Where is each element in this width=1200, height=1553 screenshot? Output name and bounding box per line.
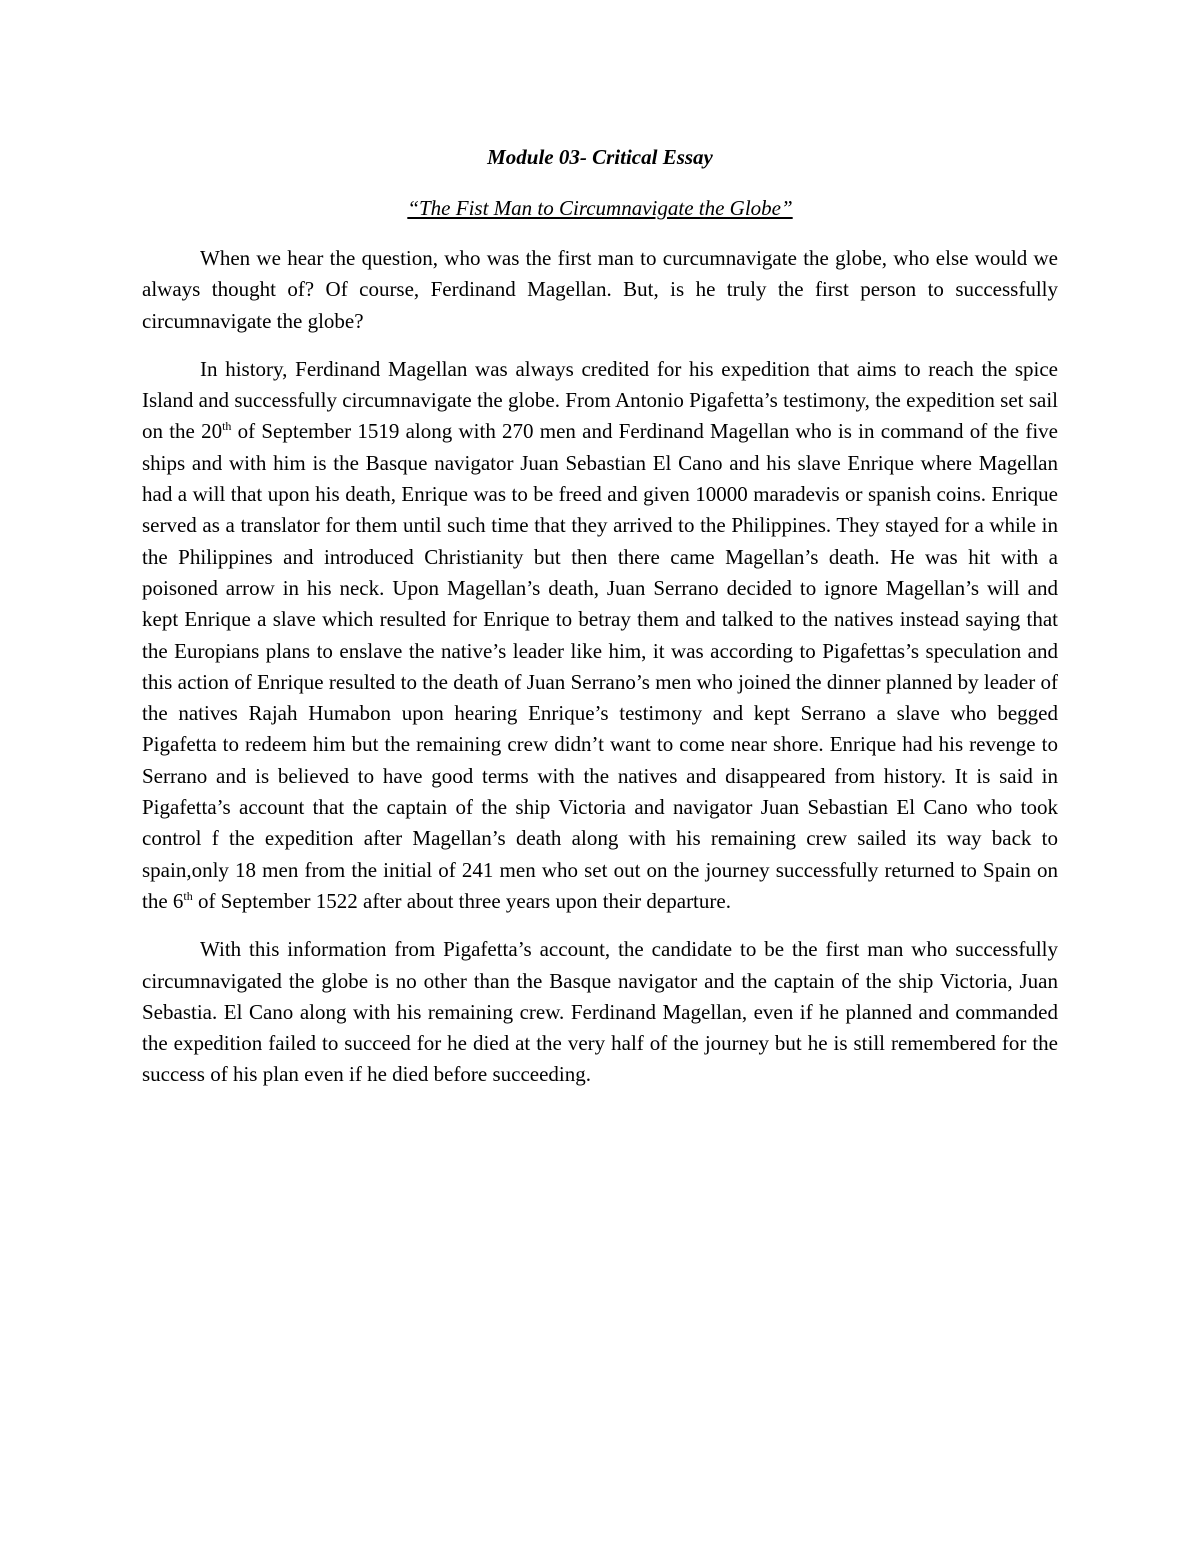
paragraph-intro: When we hear the question, who was the first man to curcumnavigate the globe, who else would we always thought of? Of course, Ferdinand Magellan. But, is he truly the first person to successfully circumnavigate the globe? xyxy=(142,246,1058,333)
paragraph-history-part3: of September 1522 after about three years upon their departure. xyxy=(192,888,731,913)
paragraph-history-part2: of September 1519 along with 270 men and Ferdinand Magellan who is in command of the five ships and with him is the Basque navigator Juan Sebastian El Cano and his slave Enrique where Magellan had a will that upon his death, Enrique was to be freed and given 10000 maradevis or spanish coins. Enrique served as a translator for them until such time that they arrived to the Philippines. They stayed for a while in the Philippines and introduced Christianity but then there came Magellan’s death. He was hit with a poisoned arrow in his neck. Upon Magellan’s death, Juan Serrano decided to ignore Magellan’s will and kept Enrique a slave which resulted for Enrique to betray them and talked to the natives instead saying that the Europians plans to enslave the native’s leader like him, it was according to Pigafettas’s speculation and this action of Enrique resulted to the death of Juan Serrano’s men who joined the dinner planned by leader of the natives Rajah Humabon upon hearing Enrique’s testimony and kept Serrano a slave who begged Pigafetta to redeem him but the remaining crew didn’t want to come near shore. Enrique had his revenge to Serrano and is believed to have good terms with the natives and disappeared from history. It is said in Pigafetta’s account that the captain of the ship Victoria and navigator Juan Sebastian El Cano who took control f the expedition after Magellan’s death along with his remaining crew sailed its way back to spain,only 18 men from the initial of 241 men who set out on the journey successfully returned to Spain on the 6 xyxy=(142,419,1058,913)
paragraph-history-part1: In history, Ferdinand Magellan was always credited for his expedition that aims to reach the spice Island and successfully circumnavigate the globe. From Antonio Pigafetta’s testimony, the expedition set sail on the 20 xyxy=(142,356,1058,444)
ordinal-suffix: th xyxy=(183,888,193,903)
essay-title: Module 03- Critical Essay xyxy=(487,145,713,169)
essay-body xyxy=(142,243,1058,1108)
paragraph-conclusion: With this information from Pigafetta’s account, the candidate to be the first man who successfully circumnavigated the globe is no other than the Basque navigator and the captain of the ship Victoria, Juan Sebastia. El Cano along with his remaining crew. Ferdinand Magellan, even if he planned and commanded the expedition failed to succeed for he died at the very half of the journey but he is still remembered for the success of his plan even if he died before succeeding. xyxy=(142,937,1058,1087)
ordinal-suffix: th xyxy=(222,419,232,434)
essay-subtitle: “The Fist Man to Circumnavigate the Globe” xyxy=(407,196,793,220)
paragraph-history xyxy=(142,354,1058,917)
